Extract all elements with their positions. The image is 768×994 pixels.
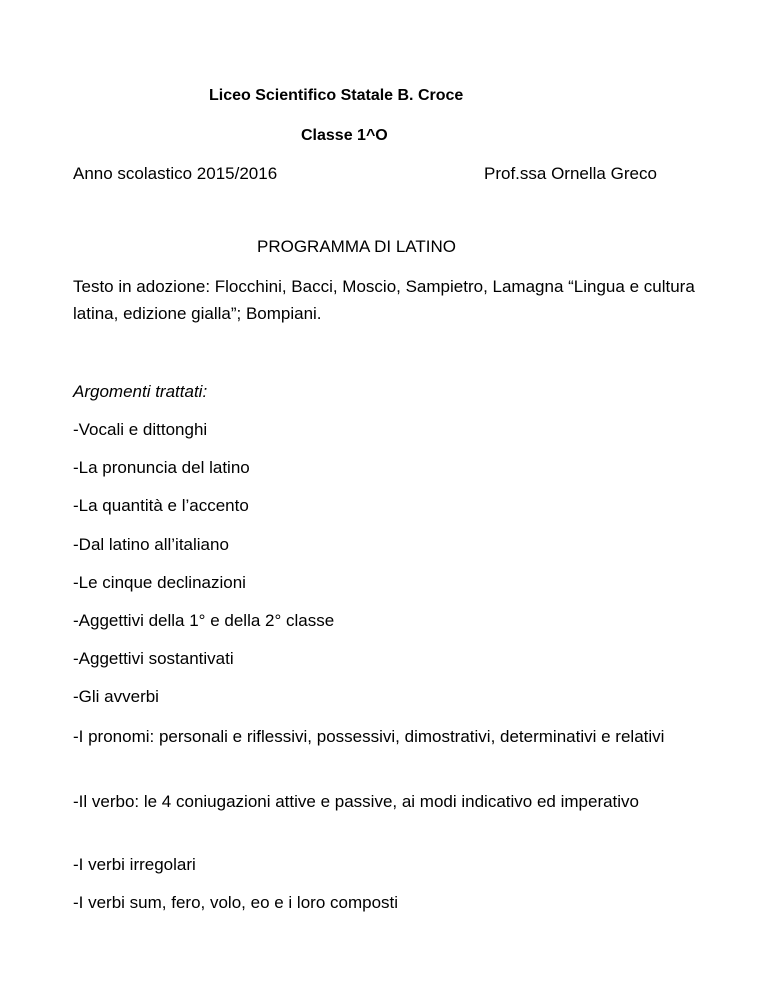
list-item: -Dal latino all’italiano (73, 535, 229, 554)
list-item: -La quantità e l’accento (73, 496, 249, 515)
list-item: -Aggettivi sostantivati (73, 649, 234, 668)
class-name: Classe 1^O (301, 127, 388, 144)
list-item: -I verbi sum, fero, volo, eo e i loro composti (73, 893, 399, 912)
list-item: -La pronuncia del latino (73, 458, 250, 477)
school-year: Anno scolastico 2015/2016 (73, 164, 278, 183)
list-item: -Le cinque declinazioni (73, 573, 246, 592)
list-item: -Vocali e dittonghi (73, 420, 208, 439)
list-item: -I pronomi: personali e riflessivi, possessivi, dimostrativi, determinativi e relativi (73, 727, 665, 746)
teacher-name: Prof.ssa Ornella Greco (484, 164, 657, 183)
school-name: Liceo Scientifico Statale B. Croce (209, 87, 464, 104)
list-item: -Il verbo: le 4 coniugazioni attive e passive, ai modi indicativo ed imperativo (73, 792, 640, 811)
textbook-info: Testo in adozione: Flocchini, Bacci, Moscio, Sampietro, Lamagna “Lingua e cultura latina, edizione gialla”; Bompiani. (73, 277, 695, 323)
list-item: -Aggettivi della 1° e della 2° classe (73, 611, 335, 630)
list-item: -I verbi irregolari (73, 855, 196, 874)
topics-heading: Argomenti trattati: (73, 382, 208, 401)
program-title: PROGRAMMA DI LATINO (257, 237, 456, 256)
list-item: -Gli avverbi (73, 687, 159, 706)
